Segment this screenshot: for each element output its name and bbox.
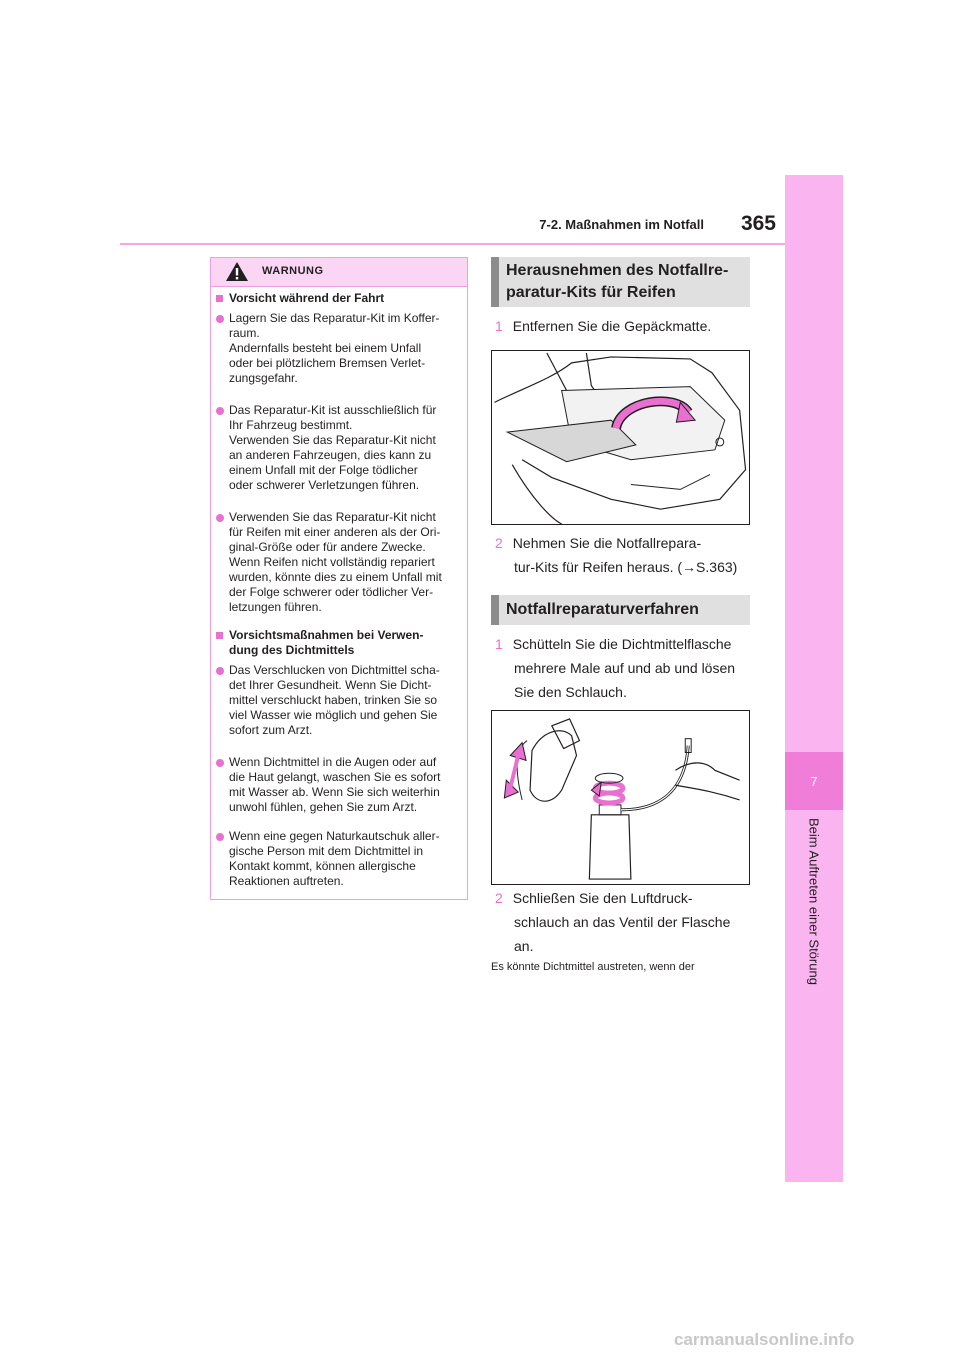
- warning-bullet: Verwenden Sie das Reparatur-Kit nicht für Reifen mit einer anderen als der Ori- ginal-Größe oder für andere Zwecke. Wenn Reifen nicht vollständig repariert wurden, könnte dies zu einem Unfall mit der Folge schwerer oder tödlicher Ver- letzungen führen.: [229, 510, 442, 614]
- warning-header: [211, 258, 467, 287]
- warning-heading: Vorsicht während der Fahrt: [229, 291, 385, 305]
- step-number: 2: [495, 890, 503, 906]
- heading-square-icon: [216, 295, 223, 302]
- chapter-title-tab[interactable]: [784, 818, 844, 1018]
- side-tab: [785, 175, 843, 1182]
- bullet-icon: [216, 315, 224, 323]
- section-heading: Herausnehmen des Notfallre- paratur-Kits für Reifen: [506, 262, 729, 301]
- bullet-icon: [216, 667, 224, 675]
- section-heading-accent: [491, 595, 499, 625]
- section-heading-accent: [491, 257, 499, 307]
- warning-title: WARNUNG: [262, 265, 324, 277]
- step-number: 2: [495, 535, 503, 551]
- chapter-number-box[interactable]: [785, 752, 843, 810]
- section-title: 7-2. Maßnahmen im Notfall: [539, 217, 704, 232]
- step-note: Es könnte Dichtmittel austreten, wenn der: [491, 961, 695, 973]
- bullet-icon: [216, 514, 224, 522]
- sealant-bottle-illustration: [491, 710, 750, 885]
- step-1: 1 Entfernen Sie die Gepäckmatte.: [495, 318, 712, 334]
- warning-triangle-icon: [225, 261, 249, 282]
- page-number: 365: [740, 212, 776, 235]
- warning-bullet: Das Verschlucken von Dichtmittel scha- det Ihrer Gesundheit. Wenn Sie Dicht- mittel verschluckt haben, trinken Sie so viel Wasser wie möglich und gehen Sie sofort zum Arzt.: [229, 663, 440, 737]
- warning-bullet: Wenn Dichtmittel in die Augen oder auf die Haut gelangt, waschen Sie es sofort mit Wasser ab. Wenn Sie sich weiterhin unwohl fühlen, gehen Sie zum Arzt.: [229, 755, 441, 814]
- trunk-mat-illustration: [491, 350, 750, 525]
- step-2: 2 Schließen Sie den Luftdruck- schlauch an das Ventil der Flasche an.: [495, 890, 731, 954]
- section-heading: Notfallreparaturverfahren: [506, 601, 699, 618]
- chapter-number: 7: [810, 773, 818, 789]
- step-number: 1: [495, 318, 503, 334]
- header-rule: [120, 243, 785, 245]
- bullet-icon: [216, 759, 224, 767]
- step-1: 1 Schütteln Sie die Dichtmittelflasche mehrere Male auf und ab und lösen Sie den Schlauch.: [495, 636, 736, 700]
- warning-bullet: Wenn eine gegen Naturkautschuk aller- gische Person mit dem Dichtmittel in Kontakt kommt, können allergische Reaktionen auftreten.: [229, 829, 440, 888]
- warning-bullet: Lagern Sie das Reparatur-Kit im Koffer- raum. Andernfalls besteht bei einem Unfall oder bei plötzlichem Bremsen Verlet- zungsgefahr.: [229, 311, 440, 385]
- bullet-icon: [216, 833, 224, 841]
- step-2: 2 Nehmen Sie die Notfallrepara- tur-Kits für Reifen heraus. (→S.363): [495, 535, 738, 575]
- bullet-icon: [216, 407, 224, 415]
- warning-heading: Vorsichtsmaßnahmen bei Verwen- dung des Dichtmittels: [229, 628, 424, 657]
- warning-bullet: Das Reparatur-Kit ist ausschließlich für Ihr Fahrzeug bestimmt. Verwenden Sie das Reparatur-Kit nicht an anderen Fahrzeugen, dies kann zu einem Unfall mit der Folge tödlicher oder schwerer Verletzungen führen.: [229, 403, 437, 492]
- chapter-title: Beim Auftreten einer Störung: [806, 818, 822, 985]
- watermark: carmanualsonline.info: [674, 1330, 855, 1349]
- heading-square-icon: [216, 632, 223, 639]
- step-number: 1: [495, 636, 503, 652]
